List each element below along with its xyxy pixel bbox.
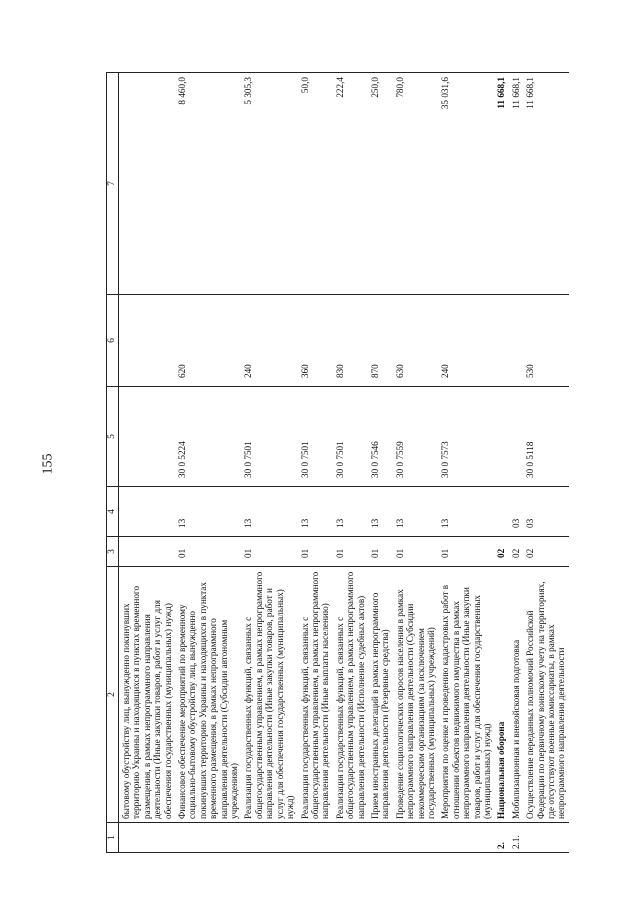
row-section-code: 01 — [393, 537, 439, 567]
row-name: Реализация государственных функций, связанных с общегосударственным управлением, в рамках непрограммного направления деятельности (Иные закупки товаров, работ и услуг для обеспечения государственных (муниципальных) нужд) — [241, 567, 297, 823]
row-name: Реализация государственных функций, связанных с общегосударственным управлением, в рамках непрограммного направления деятельности (Иные выплаты населению) — [298, 567, 333, 823]
row-subsection-code: 13 — [393, 487, 439, 537]
row-amount: 35 031,6 — [438, 73, 494, 295]
row-number — [523, 823, 569, 853]
row-subsection-code: 03 — [509, 487, 523, 537]
row-section-code: 01 — [241, 537, 297, 567]
table-body — [119, 73, 569, 853]
header-col-1: 1 — [107, 823, 119, 853]
header-col-7: 7 — [107, 73, 119, 295]
row-section-code — [119, 537, 176, 567]
row-target-article: 30 0 7501 — [241, 387, 297, 487]
row-number: 2.1. — [509, 823, 523, 853]
row-subsection-code: 13 — [333, 487, 368, 537]
table-row — [438, 73, 494, 853]
table-row — [523, 73, 569, 853]
row-subsection-code — [119, 487, 176, 537]
row-expense-type: 630 — [393, 295, 439, 387]
table-row — [509, 73, 523, 853]
row-amount: 5 305,3 — [241, 73, 297, 295]
row-section-code: 01 — [438, 537, 494, 567]
row-amount: 11 668,1 — [494, 73, 508, 295]
row-amount: 780,0 — [393, 73, 439, 295]
row-section-code: 01 — [298, 537, 333, 567]
row-name: Финансовое обеспечение мероприятий по временному социально-бытовому обустройству лиц, вынужденно покинувших территорию Украины и находящихся в пунктах временного размещения, в рамках непрограммного направления деятельности (Субсидии автономным учреждениям) — [175, 567, 241, 823]
row-amount: 50,0 — [298, 73, 333, 295]
row-target-article: 30 0 7501 — [333, 387, 368, 487]
row-subsection-code: 03 — [523, 487, 569, 537]
header-col-4: 4 — [107, 487, 119, 537]
row-amount: 250,0 — [368, 73, 393, 295]
row-target-article — [509, 387, 523, 487]
row-amount — [119, 73, 176, 295]
row-name: Мероприятия по оценке и проведению кадастровых работ в отношении объектов недвижимого имущества в рамках непрограммного направления деятельности (Иные закупки товаров, работ и услуг для обеспечения государственных (муниципальных) нужд) — [438, 567, 494, 823]
row-name: Проведение социологических опросов населения в рамках непрограммного направления деятельности (Субсидии некоммерческим организациям (за исключением государственных (муниципальных) учреждений) — [393, 567, 439, 823]
row-target-article: 30 0 7559 — [393, 387, 439, 487]
row-number — [119, 823, 176, 853]
row-expense-type — [509, 295, 523, 387]
row-subsection-code — [494, 487, 508, 537]
header-col-2: 2 — [107, 567, 119, 823]
table-header-row — [107, 73, 119, 853]
header-col-3: 3 — [107, 537, 119, 567]
row-number — [175, 823, 241, 853]
row-section-code: 02 — [494, 537, 508, 567]
row-name: Мобилизационная и вневойсковая подготовка — [509, 567, 523, 823]
table-row — [175, 73, 241, 853]
table-row — [298, 73, 333, 853]
row-expense-type — [119, 295, 176, 387]
row-section-code: 01 — [175, 537, 241, 567]
row-amount: 11 668,1 — [509, 73, 523, 295]
table-row — [333, 73, 368, 853]
row-name: Реализация государственных функций, связанных с общегосударственным управлением, в рамках непрограммного направления деятельности (Исполнение судебных актов) — [333, 567, 368, 823]
row-number — [393, 823, 439, 853]
row-number — [333, 823, 368, 853]
row-subsection-code: 13 — [368, 487, 393, 537]
row-name: бытовому обустройству лиц, вынужденно покинувших территорию Украины и находящихся в пунктах временного размещения, в рамках непрограммного направления деятельности (Иные закупки товаров, работ и услуг для обеспечения государственных (муниципальных) нужд) — [119, 567, 176, 823]
row-target-article: 30 0 7501 — [298, 387, 333, 487]
budget-table — [106, 72, 569, 853]
row-subsection-code: 13 — [241, 487, 297, 537]
page-number: 155 — [40, 453, 56, 475]
row-name: Прием иностранных делегаций в рамках непрограммного направления деятельности (Резервные средства) — [368, 567, 393, 823]
row-expense-type: 360 — [298, 295, 333, 387]
table-row — [241, 73, 297, 853]
row-subsection-code: 13 — [438, 487, 494, 537]
row-subsection-code: 13 — [298, 487, 333, 537]
row-section-code: 01 — [333, 537, 368, 567]
row-target-article: 30 0 7573 — [438, 387, 494, 487]
row-amount: 222,4 — [333, 73, 368, 295]
row-target-article: 30 0 7546 — [368, 387, 393, 487]
row-section-code: 01 — [368, 537, 393, 567]
row-expense-type: 240 — [241, 295, 297, 387]
row-expense-type — [494, 295, 508, 387]
row-subsection-code: 13 — [175, 487, 241, 537]
table-row — [393, 73, 439, 853]
header-col-5: 5 — [107, 387, 119, 487]
row-number: 2. — [494, 823, 508, 853]
row-target-article: 30 0 5118 — [523, 387, 569, 487]
row-expense-type: 620 — [175, 295, 241, 387]
row-expense-type: 830 — [333, 295, 368, 387]
row-expense-type: 530 — [523, 295, 569, 387]
row-number — [368, 823, 393, 853]
row-target-article: 30 0 5224 — [175, 387, 241, 487]
header-col-6: 6 — [107, 295, 119, 387]
row-target-article — [119, 387, 176, 487]
table-row — [368, 73, 393, 853]
budget-table-sheet — [106, 73, 567, 853]
row-target-article — [494, 387, 508, 487]
row-expense-type: 870 — [368, 295, 393, 387]
row-expense-type: 240 — [438, 295, 494, 387]
row-name: Национальная оборона — [494, 567, 508, 823]
row-section-code: 02 — [523, 537, 569, 567]
row-amount: 11 668,1 — [523, 73, 569, 295]
row-section-code: 02 — [509, 537, 523, 567]
row-number — [438, 823, 494, 853]
table-row — [494, 73, 508, 853]
row-number — [241, 823, 297, 853]
row-name: Осуществление переданных полномочий Российской Федерации по первичному воинскому учету на территориях, где отсутствуют военные комиссариаты, в рамках непрограммного направления деятельности — [523, 567, 569, 823]
row-amount: 8 460,0 — [175, 73, 241, 295]
table-row — [119, 73, 176, 853]
row-number — [298, 823, 333, 853]
